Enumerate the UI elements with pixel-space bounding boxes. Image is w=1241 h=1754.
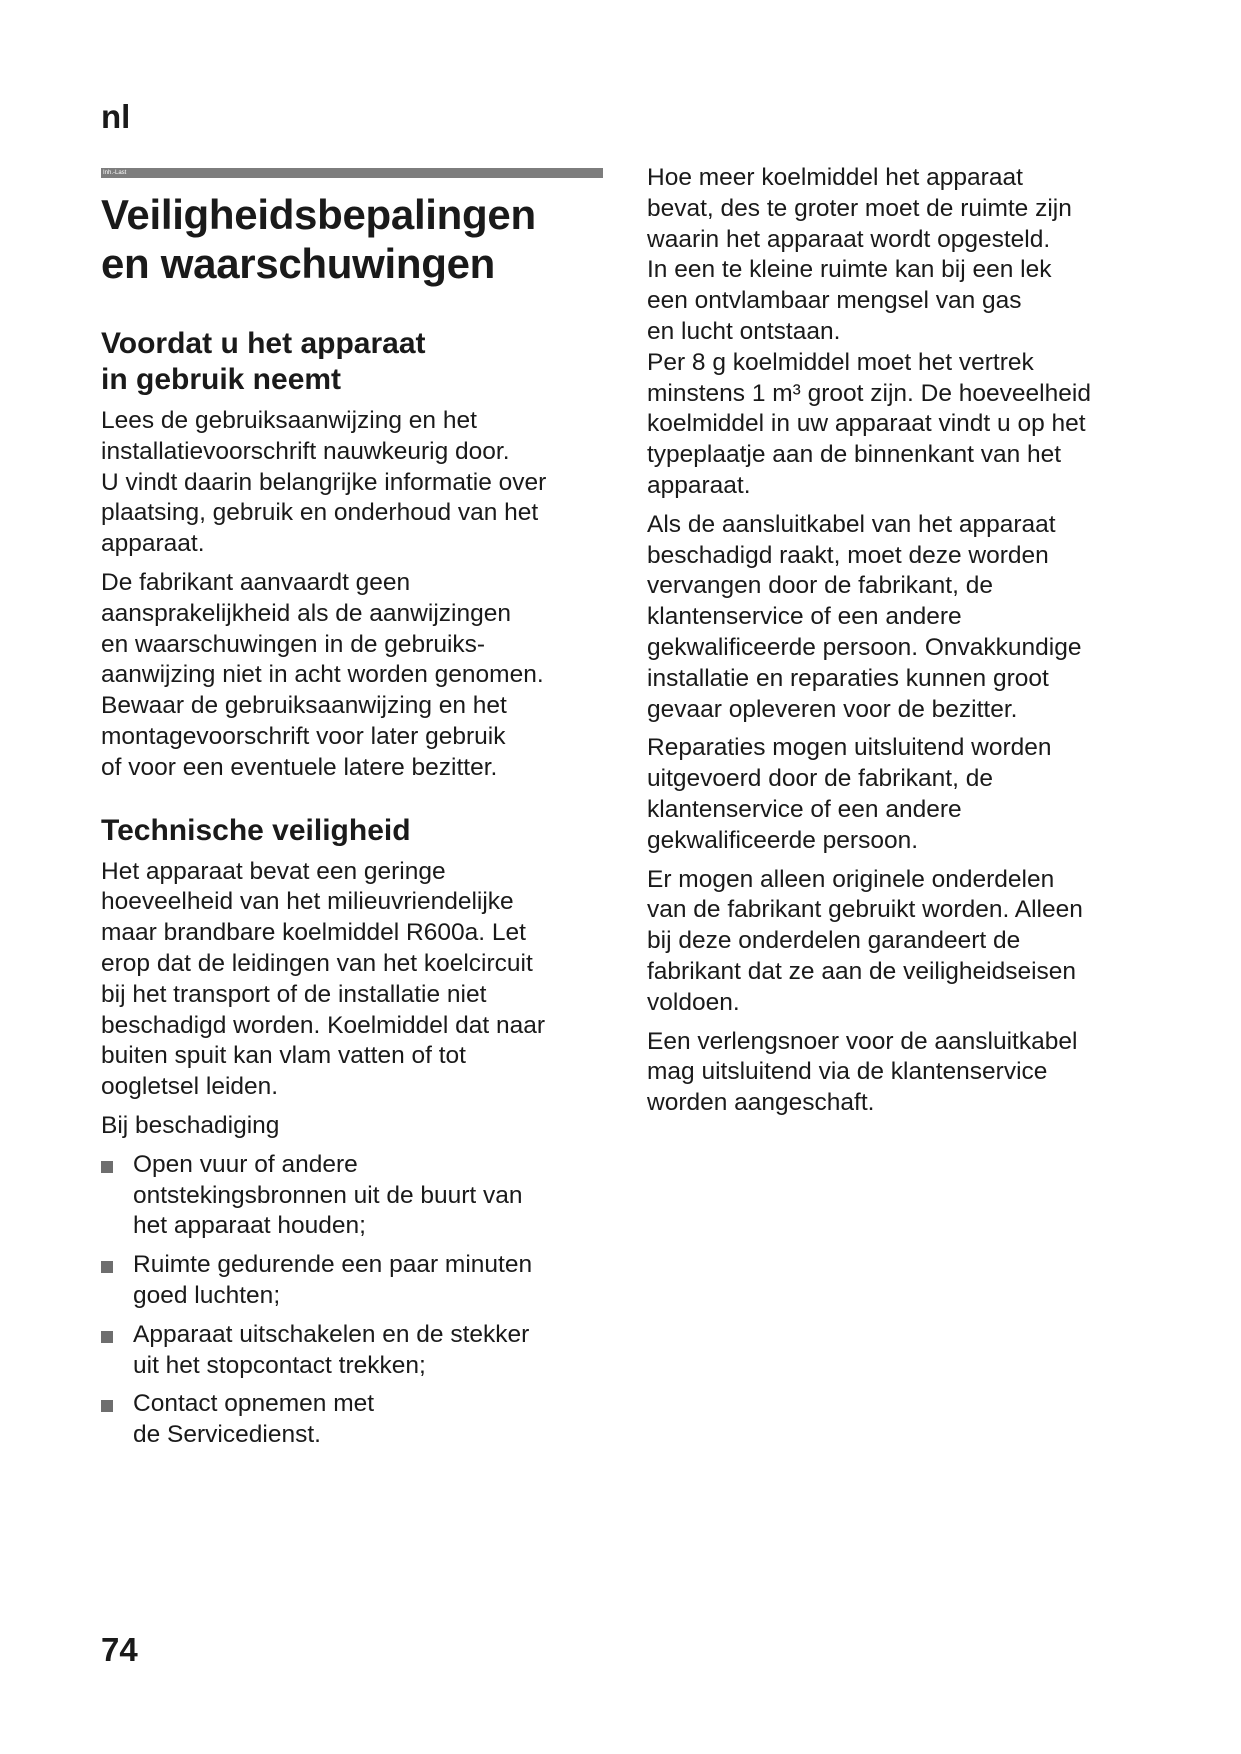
damage-bullet-list xyxy=(101,1150,611,1451)
list-item xyxy=(101,1389,611,1451)
language-code: nl xyxy=(101,98,131,135)
paragraph-power-cable: Als de aansluitkabel van het apparaat beschadigd raakt, moet deze worden vervangen door de fabrikant, de klantenservice of een andere gekwalificeerde persoon. Onvakkundige installatie en reparaties kunnen groot gevaar opleveren voor de bezitter. xyxy=(647,510,1082,723)
list-item-text: Open vuur of andere ontstekingsbronnen uit de buurt van het apparaat houden; xyxy=(133,1150,523,1240)
bullet-square-icon xyxy=(101,1261,113,1273)
heading-technical-safety: Technische veiligheid xyxy=(101,813,411,847)
page-number: 74 xyxy=(101,1631,138,1668)
heading-before-use: Voordat u het apparaat in gebruik neemt xyxy=(101,327,426,396)
page-title: Veiligheidsbepalingen en waarschuwingen xyxy=(101,191,536,287)
bullet-square-icon xyxy=(101,1400,113,1412)
bullet-square-icon xyxy=(101,1161,113,1173)
list-item-text: Apparaat uitschakelen en de stekker uit het stopcontact trekken; xyxy=(133,1320,530,1379)
bullet-square-icon xyxy=(101,1331,113,1343)
paragraph-extension-cord: Een verlengsnoer voor de aansluitkabel mag uitsluitend via de klantenservice worden aangeschaft. xyxy=(647,1027,1078,1117)
paragraph-on-damage: Bij beschadiging xyxy=(101,1111,280,1139)
list-item xyxy=(101,1150,611,1242)
right-column xyxy=(647,163,1167,1119)
list-item xyxy=(101,1250,611,1312)
paragraph-room-size: Hoe meer koelmiddel het apparaat bevat, des te groter moet de ruimte zijn waarin het apparaat wordt opgesteld. In een te kleine ruimte kan bij een lek een ontvlambaar mengsel van gas en lucht ontstaan. Per 8 g koelmiddel moet het vertrek minstens 1 m³ groot zijn. De hoeveelheid koelmiddel in uw apparaat vindt u op het typeplaatje aan de binnenkant van het apparaat. xyxy=(647,164,1091,499)
paragraph-repairs: Reparaties mogen uitsluitend worden uitgevoerd door de fabrikant, de klantenservice of een andere gekwalificeerde persoon. xyxy=(647,734,1052,854)
paragraph-refrigerant: Het apparaat bevat een geringe hoeveelheid van het milieuvriendelijke maar brandbare koelmiddel R600a. Let erop dat de leidingen van het koelcircuit bij het transport of de installatie niet beschadigd worden. Koelmiddel dat naar buiten spuit kan vlam vatten of tot oogletsel leiden. xyxy=(101,857,546,1101)
list-item xyxy=(101,1320,611,1382)
left-column xyxy=(101,190,611,1459)
rule-tag: Inh.-Last xyxy=(103,170,127,176)
list-item-text: Ruimte gedurende een paar minuten goed luchten; xyxy=(133,1251,533,1309)
section-rule xyxy=(101,168,603,178)
paragraph-read-instructions: Lees de gebruiksaanwijzing en het installatievoorschrift nauwkeurig door. U vindt daarin belangrijke informatie over plaatsing, gebruik en onderhoud van het apparaat. xyxy=(101,407,547,558)
paragraph-liability: De fabrikant aanvaardt geen aansprakelijkheid als de aanwijzingen en waarschuwingen in de gebruiks- aanwijzing niet in acht worden genomen. Bewaar de gebruiksaanwijzing en het montagevoorschrift voor later gebruik of voor een eventuele latere bezitter. xyxy=(101,568,544,781)
paragraph-original-parts: Er mogen alleen originele onderdelen van de fabrikant gebruikt worden. Alleen bij deze onderdelen garandeert de fabrikant dat ze aan de veiligheidseisen voldoen. xyxy=(647,865,1083,1016)
list-item-text: Contact opnemen met de Servicedienst. xyxy=(133,1390,375,1449)
